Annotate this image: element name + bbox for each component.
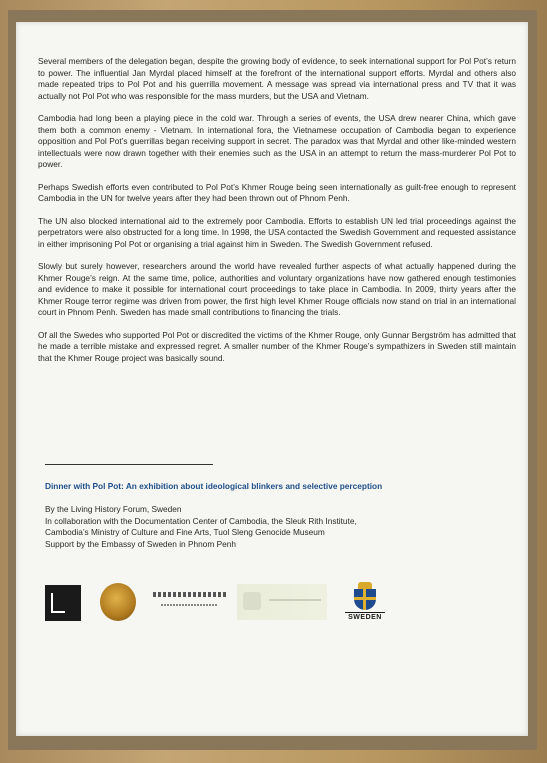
body-text	[38, 56, 516, 375]
credit-line: In collaboration with the Documentation Center of Cambodia, the Sleuk Rith Institute,	[45, 515, 357, 526]
paragraph-6: Of all the Swedes who supported Pol Pot or discredited the victims of the Khmer Rouge, only Gunnar Bergström has admitted that he made a terrible mistake and expressed regret. A smaller number of the Khmer Rouge’s sympathizers in Sweden still maintain that the Khmer Rouge project was basically sound.	[38, 329, 516, 363]
sweden-logo	[345, 582, 385, 624]
documentation-center-logo	[153, 588, 227, 614]
divider-line	[45, 464, 213, 465]
faded-caption-mark	[269, 599, 321, 601]
paragraph-2: Cambodia had long been a playing piece in the cold war. Through a series of events, the USA drew nearer China, which gave them both a common enemy - Vietnam. In international fora, the Vietnamese occupation of Cambodia began to experience opposition and Pol Pot’s guerrillas began receiving support in secret. The paradox was that Myrdal and other like-minded western intellectuals were now drawn together with their enemies such as the USA in an attempt to return the mass-murderer Pol Pot to power.	[38, 113, 516, 169]
paragraph-1: Several members of the delegation began, despite the growing body of evidence, to seek international support for Pol Pot’s return to power. The influential Jan Myrdal placed himself at the forefront of the international support efforts. Myrdal and others also made repeated trips to Pol Pot and his guerrilla movement. A message was spread via international press and TV that it was actually not Pol Pot who was responsible for the mass murders, but the USA and Vietnam.	[38, 56, 516, 101]
sweden-label: SWEDEN	[345, 612, 385, 621]
logo-bracket-shape	[51, 593, 65, 613]
credits-block	[45, 504, 485, 550]
sponsor-logos	[45, 582, 485, 632]
faded-emblem-icon	[243, 592, 261, 610]
paragraph-4: The UN also blocked international aid to the extremely poor Cambodia. Efforts to establish UN led trial proceedings against the perpetrators were also obstructed for a long time. In 1998, the USA contacted the Swedish Government and requested assistance in either imprisoning Pol Pot or organising a trial against him in Sweden. The Swedish Government refused.	[38, 215, 516, 249]
documentation-center-caption-mark	[161, 604, 217, 606]
paragraph-3: Perhaps Swedish efforts even contributed to Pol Pot’s Khmer Rouge being seen internationally as guilt-free enough to represent Cambodia in the UN for twelve years after they had been thrown out of Phnom Penh.	[38, 181, 516, 203]
credit-line: Support by the Embassy of Sweden in Phnom Penh	[45, 538, 236, 549]
swedish-shield-icon	[354, 589, 376, 610]
sleuk-rith-logo	[237, 584, 327, 620]
living-history-forum-logo	[45, 585, 81, 621]
credit-line: By the Living History Forum, Sweden	[45, 504, 182, 514]
paragraph-5: Slowly but surely however, researchers around the world have revealed further aspects of what actually happened during the Khmer Rouge’s reign. At the same time, police, authorities and voluntary organizations have now gathered enough testimonies and evidence to make it possible for international court proceedings to take place in Cambodia. In 2009, thirty years after the Khmer Rouge terror regime was driven from power, the first high level Khmer Rouge officials now stand on trial in an international court in Phnom Penh. Sweden has made small contributions to financing the trials.	[38, 261, 516, 317]
crown-icon	[358, 582, 372, 589]
khmer-script-mark	[153, 592, 227, 597]
exhibition-subtitle: Dinner with Pol Pot: An exhibition about ideological blinkers and selective perception	[45, 481, 383, 491]
credit-line: Cambodia’s Ministry of Culture and Fine Arts, Tuol Sleng Genocide Museum	[45, 527, 325, 537]
ministry-seal-logo	[100, 583, 136, 621]
